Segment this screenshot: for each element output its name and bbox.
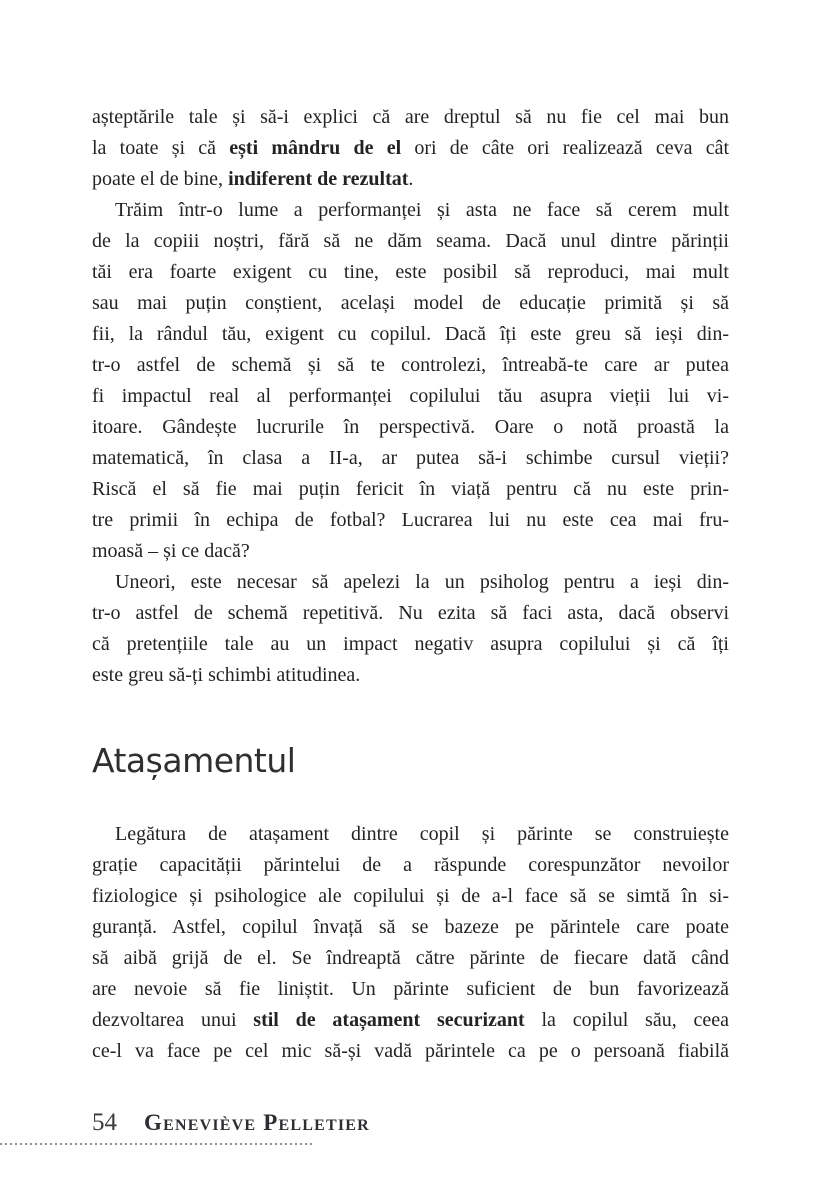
text-line: tr-o astfel de schemă repetitivă. Nu ezita să faci asta, dacă observi (92, 602, 729, 624)
text-line: tr-o astfel de schemă și să te controlezi, întreabă-te care ar putea (92, 354, 729, 376)
text-line: poate el de bine, indiferent de rezultat. (92, 168, 414, 190)
paragraphs-after-heading (92, 819, 729, 1067)
paragraph (92, 819, 729, 1067)
text-line: fii, la rândul tău, exigent cu copilul. Dacă îți este greu să ieși din- (92, 323, 729, 345)
page-footer (92, 1110, 370, 1136)
text-column (92, 102, 729, 1067)
paragraph (92, 567, 729, 691)
text-line: ce-l va face pe cel mic să-și vadă părintele ca pe o persoană fiabilă (92, 1040, 729, 1062)
text-line: că pretențiile tale au un impact negativ asupra copilului și că îți (92, 633, 729, 655)
text-line: moasă – și ce dacă? (92, 540, 250, 562)
text-line: tăi era foarte exigent cu tine, este posibil să reproduci, mai mult (92, 261, 729, 283)
text-line: de la copiii noștri, fără să ne dăm seama. Dacă unul dintre părinții (92, 230, 729, 252)
text-line: guranță. Astfel, copilul învață să se bazeze pe părintele care poate (92, 916, 729, 938)
text-line: tre primii în echipa de fotbal? Lucrarea lui nu este cea mai fru- (92, 509, 729, 531)
paragraph (92, 102, 729, 195)
text-line: așteptările tale și să-i explici că are dreptul să nu fie cel mai bun (92, 106, 729, 128)
text-line: este greu să-ți schimbi atitudinea. (92, 664, 361, 686)
text-line: matematică, în clasa a II-a, ar putea să-i schimbe cursul vieții? (92, 447, 729, 469)
text-line: grație capacității părintelui de a răspunde corespunzător nevoilor (92, 854, 729, 876)
text-line: la toate și că ești mândru de el ori de câte ori realizează ceva cât (92, 137, 729, 159)
text-line: Trăim într-o lume a performanței și asta ne face să cerem mult (115, 199, 729, 221)
text-line: itoare. Gândește lucrurile în perspectivă. Oare o notă proastă la (92, 416, 729, 438)
text-line: sau mai puțin conștient, același model de educație primită și să (92, 292, 729, 314)
text-line: fi impactul real al performanței copilului tău asupra vieții lui vi- (92, 385, 729, 407)
text-line: Uneori, este necesar să apelezi la un psiholog pentru a ieși din- (115, 571, 729, 593)
text-line: fiziologice și psihologice ale copilului și de a-l face să se simtă în si- (92, 885, 729, 907)
paragraphs-before-heading (92, 102, 729, 691)
page-number: 54 (92, 1109, 117, 1136)
text-line: să aibă grijă de el. Se îndreaptă către părinte de fiecare dată când (92, 947, 729, 969)
author-name: Geneviève Pelletier (144, 1110, 370, 1135)
footer-dotted-rule (0, 1143, 313, 1145)
text-line: Riscă el să fie mai puțin fericit în viață pentru că nu este prin- (92, 478, 729, 500)
text-line: dezvoltarea unui stil de atașament securizant la copilul său, ceea (92, 1009, 729, 1031)
text-line: Legătura de atașament dintre copil și părinte se construiește (115, 823, 729, 845)
paragraph (92, 195, 729, 567)
section-heading: Atașamentul (92, 741, 296, 780)
text-line: are nevoie să fie liniștit. Un părinte suficient de bun favorizează (92, 978, 729, 1000)
